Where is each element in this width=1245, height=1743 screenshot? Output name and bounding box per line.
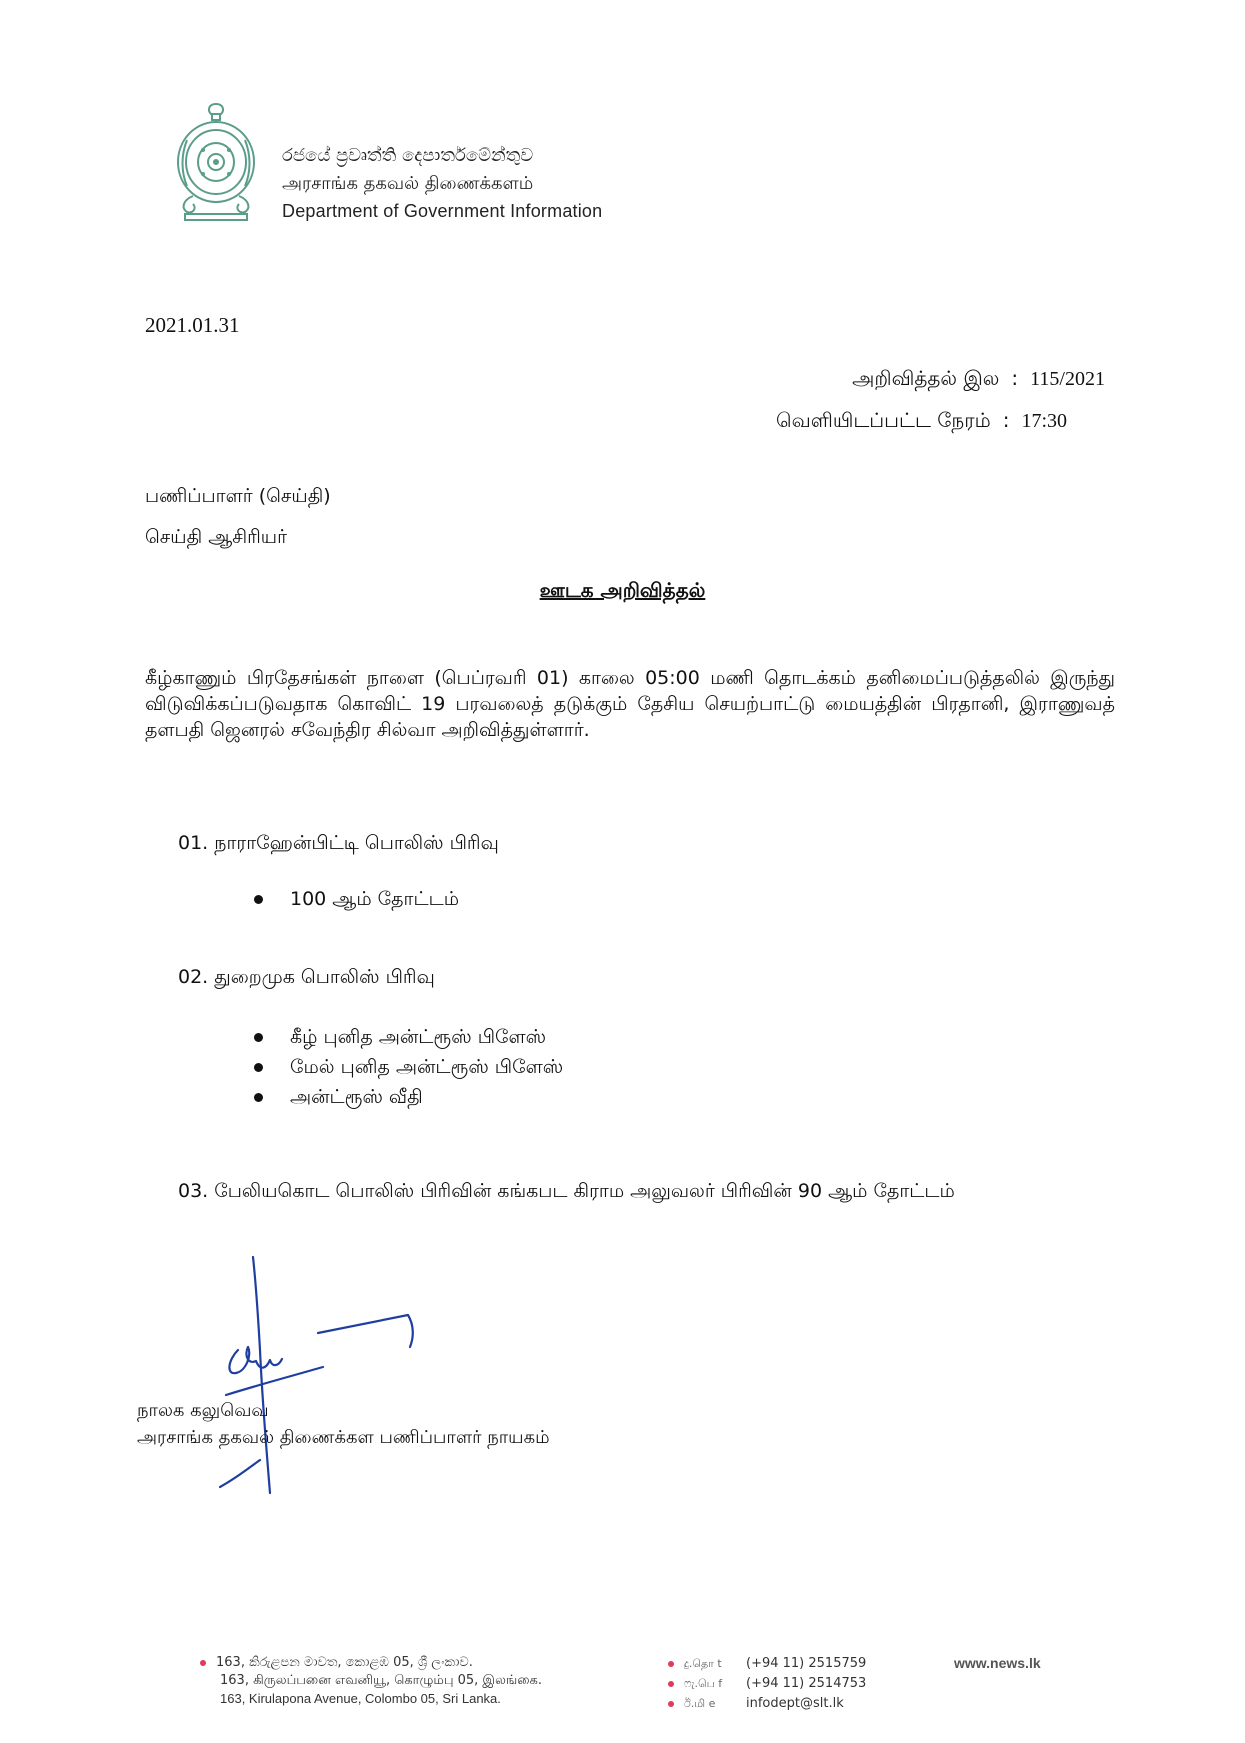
notice-number-row (852, 366, 1105, 393)
addressee-line-1: பணிப்பாளர் (செய்தி) (145, 485, 331, 507)
signer-title: அரசாங்க தகவல் திணைக்கள பணிப்பாளர் நாயகம் (137, 1427, 550, 1448)
footer-telephone (668, 1656, 866, 1672)
footer-email (668, 1696, 844, 1712)
email-address[interactable]: infodept@slt.lk (746, 1696, 844, 1711)
separator: : (1002, 408, 1010, 432)
section-title: 01. நாராஹேன்பிட்டி பொலிஸ் பிரிவு (178, 832, 499, 854)
addressee-line-2: செய்தி ஆசிரியர் (145, 526, 288, 548)
government-emblem-icon (173, 100, 259, 224)
fax-number: (+94 11) 2514753 (746, 1676, 867, 1691)
release-time-row (776, 408, 1067, 435)
signer-name: நாலக கலுவெவ (137, 1400, 269, 1421)
telephone-label: දු.தொ t (684, 1657, 722, 1670)
email-label: ඊ.மி e (684, 1697, 716, 1710)
notice-number: 115/2021 (1030, 368, 1105, 390)
footer-address-tamil: 163, கிருலப்பனை எவனியூ, கொழும்பு 05, இலங்கை. (220, 1673, 543, 1688)
department-name-sinhala: රජයේ ප්‍රවෘත්ති දෙපාර්තමේන්තුව (282, 145, 534, 166)
bullet-dot-icon (668, 1701, 674, 1707)
list-item: அன்ட்ரூஸ் வீதி (250, 1082, 563, 1112)
section-title: 02. துறைமுக பொலிஸ் பிரிவு (178, 966, 435, 988)
intro-paragraph: கீழ்காணும் பிரதேசங்கள் நாளை (பெப்ரவரி 01) காலை 05:00 மணி தொடக்கம் தனிமைப்படுத்தலில் இருந்து விடுவிக்கப்படுவதாக கொவிட் 19 பரவலைத் தடுக்கும் தேசிய செயற்பாட்டு மையத்தின் பிரதானி, இராணுவத் தளபதி ஜெனரல் சவேந்திர சில்வா அறிவித்துள்ளார். (145, 667, 1115, 741)
footer-fax (668, 1676, 866, 1692)
address-text: 163, කිරුළපන මාවත, කොළඹ 05, ශ්‍රී ලංකාව. (216, 1655, 473, 1670)
bullet-dot-icon (668, 1661, 674, 1667)
list-item: மேல் புனித அன்ட்ரூஸ் பிளேஸ் (250, 1052, 563, 1082)
release-time-label: வெளியிடப்பட்ட நேரம் (776, 408, 991, 432)
bullet-dot-icon (200, 1660, 206, 1666)
signature (218, 1255, 428, 1495)
department-name-tamil: அரசாங்க தகவல் திணைக்களம் (282, 173, 534, 194)
section-title: 03. பேலியகொட பொலிஸ் பிரிவின் கங்கபட கிராம அலுவலர் பிரிவின் 90 ஆம் தோட்டம் (178, 1180, 955, 1202)
bullet-list (250, 1022, 563, 1112)
document-heading: ஊடக அறிவித்தல் (539, 578, 706, 602)
notice-number-label: அறிவித்தல் இல (852, 366, 1000, 390)
telephone-number: (+94 11) 2515759 (746, 1656, 867, 1671)
footer-address-sinhala (200, 1655, 473, 1670)
release-time: 17:30 (1021, 410, 1067, 432)
document-date: 2021.01.31 (145, 313, 240, 337)
website-link[interactable]: www.news.lk (954, 1655, 1041, 1671)
list-item: கீழ் புனித அன்ட்ரூஸ் பிளேஸ் (250, 1022, 563, 1052)
footer-address-english: 163, Kirulapona Avenue, Colombo 05, Sri Lanka. (220, 1691, 501, 1706)
bullet-dot-icon (668, 1681, 674, 1687)
department-name-english: Department of Government Information (282, 201, 603, 221)
fax-label: ෆැ.பெ f (684, 1677, 723, 1690)
separator: : (1011, 366, 1019, 390)
list-item: 100 ஆம் தோட்டம் (250, 884, 459, 914)
bullet-list (250, 884, 459, 914)
